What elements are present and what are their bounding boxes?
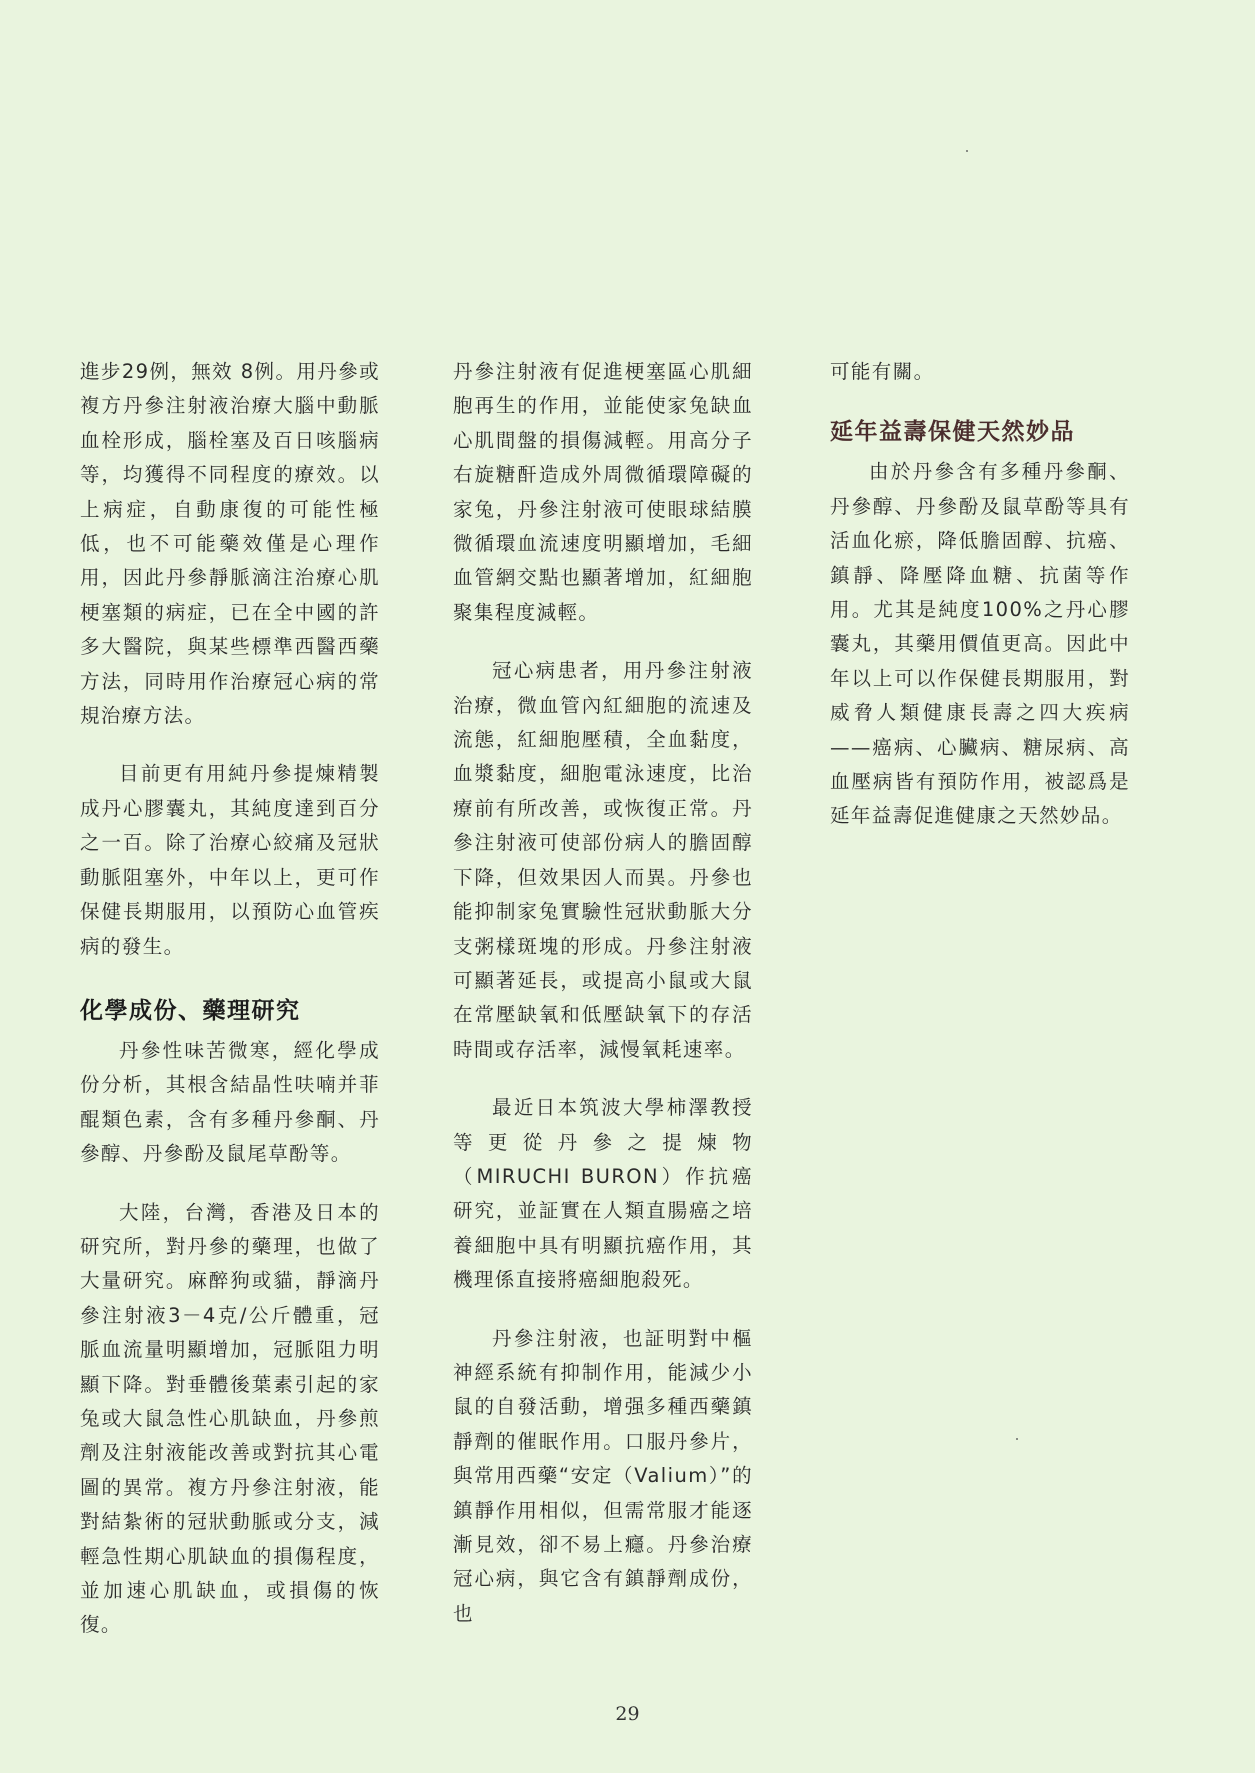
- column-2: [453, 355, 753, 1655]
- paragraph: 冠心病患者，用丹參注射液治療，微血管內紅細胞的流速及流態，紅細胞壓積，全血黏度，血漿黏度，細胞電泳速度，比治療前有所改善，或恢復正常。丹參注射液可使部份病人的膽固醇下降，但效果因人而異。丹參也能抑制家兔實驗性冠狀動脈大分支粥樣斑塊的形成。丹參注射液可顯著延長，或提高小鼠或大鼠在常壓缺氧和低壓缺氧下的存活時間或存活率，減慢氧耗速率。: [453, 659, 753, 1061]
- paragraph: 由於丹參含有多種丹參酮、丹參醇、丹參酚及鼠草酚等具有活血化瘀，降低膽固醇、抗癌、鎮靜、降壓降血糖、抗菌等作用。尤其是純度100%之丹心膠囊丸，其藥用價值更高。因此中年以上可以作保健長期服用，對威脅人類健康長壽之四大疾病——癌病、心臟病、糖尿病、高血壓病皆有預防作用，被認爲是延年益壽促進健康之天然妙品。: [830, 460, 1130, 828]
- column-3: [830, 355, 1130, 858]
- paragraph: 大陸，台灣，香港及日本的研究所，對丹參的藥理，也做了大量研究。麻醉狗或貓，靜滴丹參注射液3－4克/公斤體重，冠脈血流量明顯增加，冠脈阻力明顯下降。對垂體後葉素引起的家兔或大鼠急性心肌缺血，丹參煎劑及注射液能改善或對抗其心電圖的異常。複方丹參注射液，能對結紮術的冠狀動脈或分支，減輕急性期心肌缺血的損傷程度，並加速心肌缺血，或損傷的恢復。: [80, 1200, 380, 1637]
- scan-speck: [966, 150, 968, 152]
- paragraph: 目前更有用純丹參提煉精製成丹心膠囊丸，其純度達到百分之一百。除了治療心絞痛及冠狀動脈阻塞外，中年以上，更可作保健長期服用，以預防心血管疾病的發生。: [80, 762, 380, 958]
- paragraph: 進步29例，無效 8例。用丹參或複方丹參注射液治療大腦中動脈血栓形成，腦栓塞及百日咳腦病等，均獲得不同程度的療效。以上病症，自動康復的可能性極低，也不可能藥效僅是心理作用，因此丹參靜脈滴注治療心肌梗塞類的病症，已在全中國的許多大醫院，與某些標準西醫西藥方法，同時用作治療冠心病的常規治療方法。: [80, 360, 380, 728]
- page-number: 29: [615, 1703, 640, 1725]
- paragraph: 丹參注射液，也証明對中樞神經系統有抑制作用，能減少小鼠的自發活動，增强多種西藥鎮靜劑的催眠作用。口服丹參片，與常用西藥“安定（Valium）”的鎮靜作用相似，但需常服才能逐漸見效，卻不易上癮。丹參治療冠心病，與它含有鎮靜劑成份，也: [453, 1326, 753, 1625]
- paragraph: 丹參注射液有促進梗塞區心肌細胞再生的作用，並能使家兔缺血心肌間盤的損傷減輕。用高分子右旋糖酐造成外周微循環障礙的家兔，丹參注射液可使眼球結膜微循環血流速度明顯增加，毛細血管網交點也顯著增加，紅細胞聚集程度減輕。: [453, 360, 753, 624]
- paragraph: 丹參性味苦微寒，經化學成份分析，其根含結晶性呋喃并菲醌類色素，含有多種丹參酮、丹參醇、丹參酚及鼠尾草酚等。: [80, 1038, 380, 1166]
- column-1: [80, 355, 380, 1667]
- scan-speck: [1016, 1438, 1018, 1440]
- paragraph: 可能有關。: [830, 360, 935, 383]
- section-heading: 延年益壽保健天然妙品: [830, 419, 1075, 446]
- paragraph: 最近日本筑波大學柿澤教授等更從丹參之提煉物（MIRUCHI BURON）作抗癌研究，並証實在人類直腸癌之培養細胞中具有明顯抗癌作用，其機理係直接將癌細胞殺死。: [453, 1096, 753, 1292]
- section-heading: 化學成份、藥理研究: [80, 997, 301, 1024]
